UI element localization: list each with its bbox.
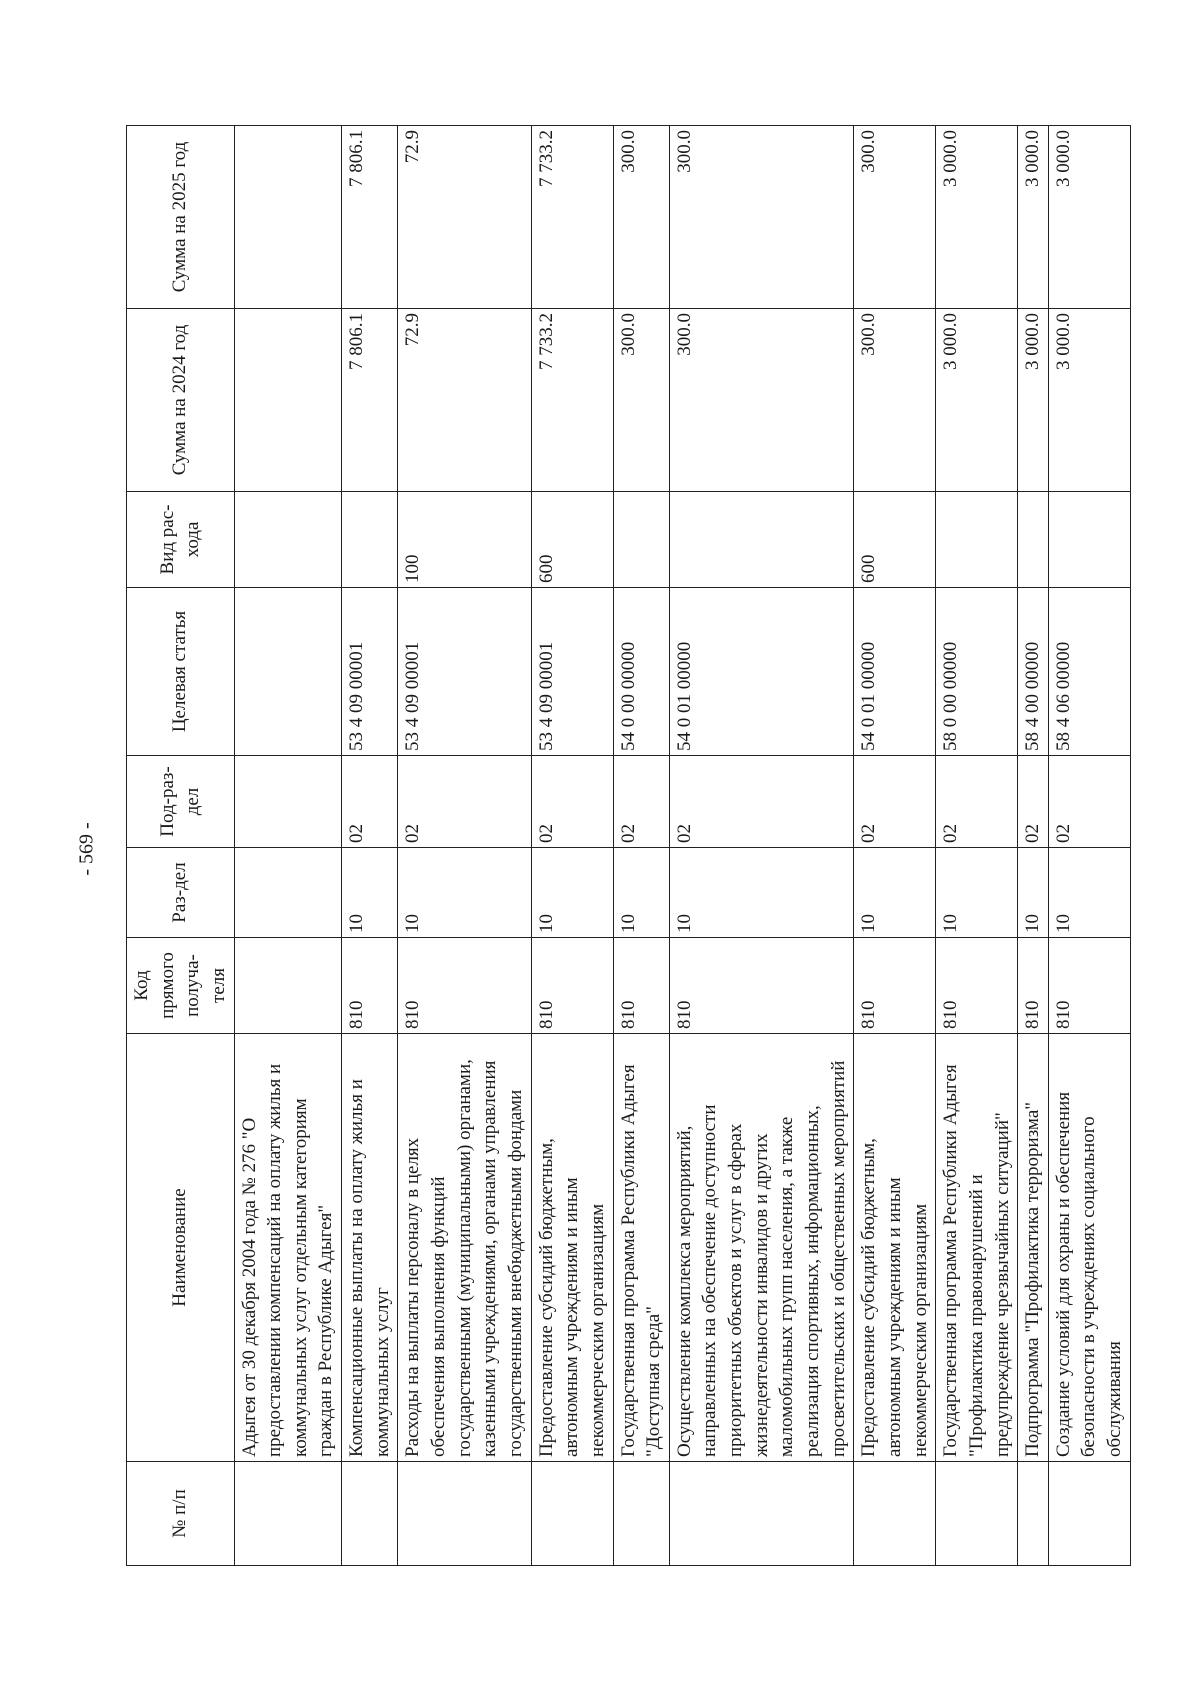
cell-num: [1018, 1462, 1049, 1566]
cell-recipient: 810: [1018, 938, 1049, 1034]
table-row: [398, 126, 531, 1566]
cell-target: 53 4 09 00001: [398, 588, 531, 756]
cell-recipient: 810: [936, 938, 1018, 1034]
cell-section: 10: [1048, 848, 1130, 938]
table-row: [613, 126, 669, 1566]
cell-target: 58 0 00 00000: [936, 588, 1018, 756]
cell-sum-2024: 7 733.2: [531, 309, 613, 492]
header-target: Целевая статья: [127, 588, 235, 756]
cell-section: [234, 848, 342, 938]
cell-expense: [613, 492, 669, 588]
table-row: [531, 126, 613, 1566]
cell-recipient: 810: [531, 938, 613, 1034]
header-sum-2025: Сумма на 2025 год: [127, 126, 235, 309]
cell-name: Предоставление субсидий бюджетным, автономным учреждениям и иным некоммерческим организациям: [854, 1034, 936, 1462]
cell-sum-2024: 300.0: [669, 309, 853, 492]
page-number: - 569 -: [75, 822, 98, 876]
cell-subsection: 02: [398, 756, 531, 848]
cell-sum-2024: 3 000.0: [1048, 309, 1130, 492]
cell-subsection: 02: [1048, 756, 1130, 848]
cell-recipient: 810: [854, 938, 936, 1034]
cell-target: 58 4 00 00000: [1018, 588, 1049, 756]
cell-num: [1048, 1462, 1130, 1566]
cell-name: Расходы на выплаты персоналу в целях обеспечения выполнения функций государственными (муниципальными) органами, казенными учреждениями, органами управления государственными внебюджетными фондами: [398, 1034, 531, 1462]
cell-sum-2025: 3 000.0: [1048, 126, 1130, 309]
cell-expense: [669, 492, 853, 588]
table-row: [1048, 126, 1130, 1566]
cell-target: 54 0 00 00000: [613, 588, 669, 756]
cell-expense: 100: [398, 492, 531, 588]
cell-expense: 600: [854, 492, 936, 588]
table-row: [854, 126, 936, 1566]
cell-sum-2025: 300.0: [613, 126, 669, 309]
cell-recipient: 810: [669, 938, 853, 1034]
cell-sum-2024: 300.0: [854, 309, 936, 492]
cell-expense: 600: [531, 492, 613, 588]
cell-num: [936, 1462, 1018, 1566]
cell-expense: [234, 492, 342, 588]
table-row: [936, 126, 1018, 1566]
header-section: Раз-дел: [127, 848, 235, 938]
cell-sum-2025: 7 733.2: [531, 126, 613, 309]
cell-sum-2025: 300.0: [854, 126, 936, 309]
budget-table: [126, 125, 1131, 1566]
cell-target: 54 0 01 00000: [854, 588, 936, 756]
cell-recipient: 810: [613, 938, 669, 1034]
cell-name: Подпрограмма "Профилактика терроризма": [1018, 1034, 1049, 1462]
cell-recipient: [234, 938, 342, 1034]
cell-name: Компенсационные выплаты на оплату жилья и коммунальных услуг: [342, 1034, 398, 1462]
header-recipient: Код прямого получа-теля: [127, 938, 235, 1034]
cell-num: [531, 1462, 613, 1566]
cell-name: Государственная программа Республики Адыгея "Доступная среда": [613, 1034, 669, 1462]
cell-section: 10: [936, 848, 1018, 938]
cell-subsection: 02: [936, 756, 1018, 848]
table-row: [342, 126, 398, 1566]
cell-recipient: 810: [1048, 938, 1130, 1034]
cell-section: 10: [398, 848, 531, 938]
cell-name: Создание условий для охраны и обеспечения безопасности в учреждениях социального обслуживания: [1048, 1034, 1130, 1462]
cell-target: 58 4 06 00000: [1048, 588, 1130, 756]
cell-section: 10: [613, 848, 669, 938]
table-row: [234, 126, 342, 1566]
cell-target: [234, 588, 342, 756]
cell-sum-2025: 3 000.0: [936, 126, 1018, 309]
cell-name: Государственная программа Республики Адыгея "Профилактика правонарушений и предупреждение чрезвычайных ситуаций": [936, 1034, 1018, 1462]
cell-section: 10: [854, 848, 936, 938]
cell-sum-2025: 3 000.0: [1018, 126, 1049, 309]
header-subsection: Под-раз-дел: [127, 756, 235, 848]
cell-recipient: 810: [342, 938, 398, 1034]
cell-sum-2024: 72.9: [398, 309, 531, 492]
rotated-budget-table: [126, 126, 1200, 1566]
cell-target: 54 0 01 00000: [669, 588, 853, 756]
cell-sum-2024: 3 000.0: [1018, 309, 1049, 492]
cell-subsection: 02: [1018, 756, 1049, 848]
cell-sum-2025: 300.0: [669, 126, 853, 309]
cell-subsection: 02: [854, 756, 936, 848]
cell-sum-2024: [234, 309, 342, 492]
cell-section: 10: [531, 848, 613, 938]
cell-expense: [1048, 492, 1130, 588]
cell-target: 53 4 09 00001: [342, 588, 398, 756]
cell-sum-2024: 300.0: [613, 309, 669, 492]
cell-subsection: 02: [613, 756, 669, 848]
cell-num: [669, 1462, 853, 1566]
cell-num: [854, 1462, 936, 1566]
cell-num: [234, 1462, 342, 1566]
cell-section: 10: [1018, 848, 1049, 938]
cell-name: Адыгея от 30 декабря 2004 года № 276 "О предоставлении компенсаций на оплату жилья и коммунальных услуг отдельным категориям граждан в Республике Адыгея": [234, 1034, 342, 1462]
cell-target: 53 4 09 00001: [531, 588, 613, 756]
cell-subsection: 02: [531, 756, 613, 848]
cell-sum-2025: [234, 126, 342, 309]
cell-sum-2025: 7 806.1: [342, 126, 398, 309]
header-sum-2024: Сумма на 2024 год: [127, 309, 235, 492]
cell-subsection: 02: [342, 756, 398, 848]
cell-expense: [342, 492, 398, 588]
header-num: № п/п: [127, 1462, 235, 1566]
header-name: Наименование: [127, 1034, 235, 1462]
cell-name: Осуществление комплекса мероприятий, направленных на обеспечение доступности приоритетных объектов и услуг в сферах жизнедеятельности инвалидов и других маломобильных групп населения, а также реализация спортивных, информационных, просветительских и общественных мероприятий: [669, 1034, 853, 1462]
table-header-row: [127, 126, 235, 1566]
cell-name: Предоставление субсидий бюджетным, автономным учреждениям и иным некоммерческим организациям: [531, 1034, 613, 1462]
cell-num: [613, 1462, 669, 1566]
cell-expense: [1018, 492, 1049, 588]
header-expense: Вид рас-хода: [127, 492, 235, 588]
cell-sum-2025: 72.9: [398, 126, 531, 309]
cell-section: 10: [669, 848, 853, 938]
cell-sum-2024: 3 000.0: [936, 309, 1018, 492]
cell-recipient: 810: [398, 938, 531, 1034]
cell-expense: [936, 492, 1018, 588]
table-row: [1018, 126, 1049, 1566]
cell-sum-2024: 7 806.1: [342, 309, 398, 492]
cell-subsection: [234, 756, 342, 848]
cell-section: 10: [342, 848, 398, 938]
cell-subsection: 02: [669, 756, 853, 848]
cell-num: [398, 1462, 531, 1566]
table-row: [669, 126, 853, 1566]
cell-num: [342, 1462, 398, 1566]
